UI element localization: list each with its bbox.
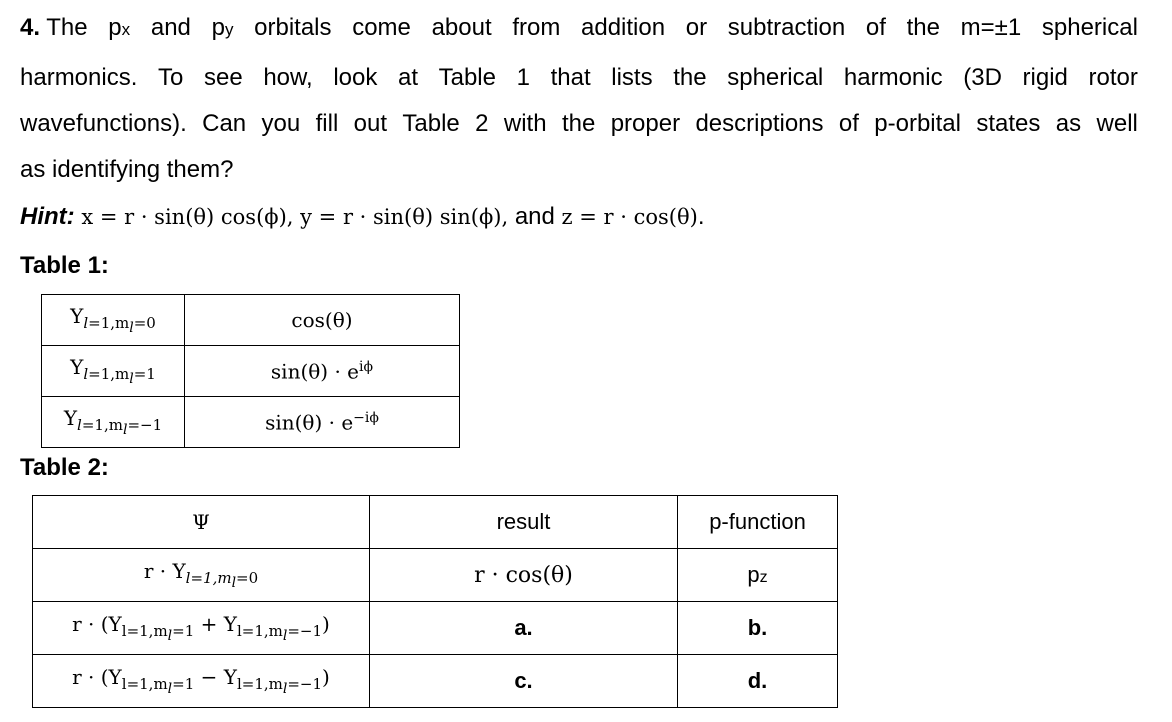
table1-value: $\sin(\theta) \cdot e^{-i\phi}$ bbox=[185, 397, 460, 448]
header-psi: Ψ bbox=[33, 496, 370, 549]
question-word: spherical bbox=[727, 64, 824, 91]
question-line-2 bbox=[20, 64, 1138, 92]
question-word: (3D bbox=[963, 64, 1002, 91]
question-word: states bbox=[976, 110, 1041, 137]
question-word: wavefunctions). bbox=[20, 110, 187, 137]
answer-b: b. bbox=[678, 602, 838, 655]
px-label: px bbox=[108, 14, 131, 41]
table-row bbox=[33, 549, 838, 602]
hint-line: Hint: x = r · sin(θ) cos(ϕ), y = r · sin(θ) sin(ϕ), and z = r · cos(θ). bbox=[20, 203, 705, 230]
question-word: at bbox=[397, 64, 418, 91]
table1-label: $Y_{l=1,m_l=0}$ bbox=[42, 295, 185, 346]
question-word: Can bbox=[202, 110, 247, 137]
question-word: fill bbox=[315, 110, 339, 137]
table1-label: $Y_{l=1,m_l=-1}$ bbox=[42, 397, 185, 448]
header-p-function: p-function bbox=[678, 496, 838, 549]
question-number: 4. bbox=[20, 14, 41, 41]
question-word: harmonic bbox=[843, 64, 943, 91]
question-word: Table bbox=[438, 64, 496, 91]
question-word: that bbox=[550, 64, 591, 91]
question-word: rotor bbox=[1088, 64, 1138, 91]
question-word: rigid bbox=[1022, 64, 1068, 91]
table-row bbox=[42, 397, 460, 448]
table-1 bbox=[41, 294, 460, 448]
question-word: of bbox=[838, 110, 859, 137]
answer-c: c. bbox=[370, 655, 678, 708]
question-line-1: 4. The px and py orbitals come about from addition or subtraction of the m=±1 spherical bbox=[20, 14, 1138, 41]
answer-d: d. bbox=[678, 655, 838, 708]
table1-value: cos(θ) bbox=[185, 295, 460, 346]
question-word: out bbox=[353, 110, 388, 137]
question-word: p-orbital bbox=[874, 110, 961, 137]
header-result: result bbox=[370, 496, 678, 549]
question-word: lists bbox=[611, 64, 653, 91]
table-2 bbox=[32, 495, 838, 708]
question-word: look bbox=[333, 64, 378, 91]
question-word: as bbox=[1055, 110, 1082, 137]
hint-y: y = r · sin(θ) sin(ϕ), bbox=[300, 205, 515, 229]
question-word: with bbox=[503, 110, 547, 137]
question-word: 2 bbox=[475, 110, 489, 137]
table-row bbox=[42, 295, 460, 346]
table1-value: $\sin(\theta) \cdot e^{i\phi}$ bbox=[185, 346, 460, 397]
answer-a: a. bbox=[370, 602, 678, 655]
hint-z: z = r · cos(θ) bbox=[561, 205, 698, 229]
psi-cell: $r \cdot (Y_{l=1,m_l=1} + Y_{l=1,m_l=-1})$ bbox=[33, 602, 370, 655]
table2-title: Table 2: bbox=[20, 454, 109, 481]
question-word: proper bbox=[610, 110, 681, 137]
result-cell: r · cos(θ) bbox=[370, 549, 678, 602]
table1-label: $Y_{l=1,m_l=1}$ bbox=[42, 346, 185, 397]
table-row bbox=[33, 655, 838, 708]
p-function-cell: pz bbox=[678, 549, 838, 602]
table1-title: Table 1: bbox=[20, 252, 109, 279]
psi-cell: $r \cdot (Y_{l=1,m_l=1} - Y_{l=1,m_l=-1})$ bbox=[33, 655, 370, 708]
question-word: the bbox=[673, 64, 707, 91]
table-header-row bbox=[33, 496, 838, 549]
question-word: To bbox=[158, 64, 184, 91]
table-row bbox=[42, 346, 460, 397]
question-word: Table bbox=[402, 110, 460, 137]
question-word: 1 bbox=[516, 64, 530, 91]
question-word: the bbox=[561, 110, 596, 137]
question-line-4: as identifying them? bbox=[20, 156, 234, 183]
table-row bbox=[33, 602, 838, 655]
question-word: descriptions bbox=[695, 110, 824, 137]
question-word: well bbox=[1096, 110, 1138, 137]
question-word: harmonics. bbox=[20, 64, 138, 91]
py-label: py bbox=[211, 14, 234, 41]
question-word: you bbox=[261, 110, 301, 137]
question-word: how, bbox=[263, 64, 313, 91]
question-word: see bbox=[203, 64, 243, 91]
question-line-3 bbox=[20, 110, 1138, 138]
psi-cell: $r \cdot Y_{l=1,m_l=0}$ bbox=[33, 549, 370, 602]
hint-x: x = r · sin(θ) cos(ϕ), bbox=[81, 205, 301, 229]
hint-and: and bbox=[514, 203, 562, 230]
hint-label: Hint: bbox=[20, 203, 75, 230]
